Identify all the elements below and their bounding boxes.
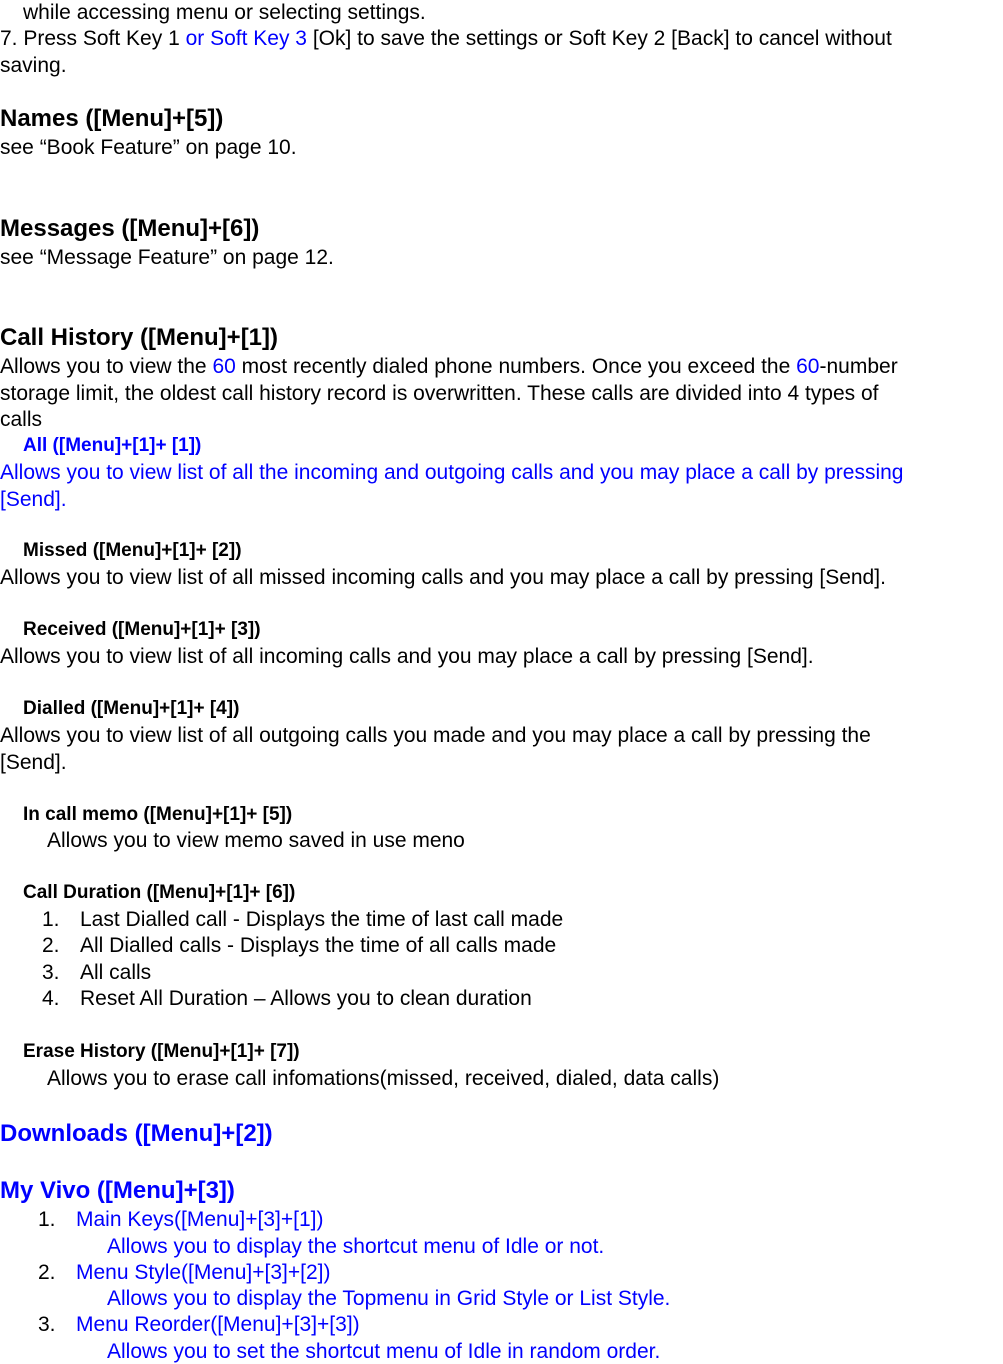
received-text: Allows you to view list of all incoming calls and you may place a call by pressing [Send]. [0, 645, 814, 668]
erase-heading: Erase History ([Menu]+[1]+ [7]) [23, 1041, 300, 1062]
duration-item [42, 909, 563, 930]
myvivo-item-title: Menu Style([Menu]+[3]+[2]) [76, 1261, 331, 1284]
duration-item-number: 1. [42, 908, 60, 931]
call-history-intro-line-1 [0, 356, 898, 377]
messages-heading: Messages ([Menu]+[6]) [0, 215, 260, 242]
duration-item [42, 935, 556, 956]
memo-text: Allows you to view memo saved in use meno [47, 829, 465, 852]
duration-item-number: 3. [42, 961, 60, 984]
dialled-text-2: [Send]. [0, 751, 67, 774]
call-history-heading: Call History ([Menu]+[1]) [0, 324, 279, 351]
duration-item-text: All calls [80, 961, 152, 984]
step-7-text-blue: or Soft Key 3 [185, 27, 307, 50]
names-heading: Names ([Menu]+[5]) [0, 105, 224, 132]
all-calls-heading: All ([Menu]+[1]+ [1]) [23, 435, 202, 456]
duration-item [42, 962, 151, 983]
messages-text: see “Message Feature” on page 12. [0, 246, 334, 269]
dialled-text-1: Allows you to view list of all outgoing calls you made and you may place a call by pressing the [0, 724, 871, 747]
received-heading: Received ([Menu]+[1]+ [3]) [23, 619, 261, 640]
memo-heading: In call memo ([Menu]+[1]+ [5]) [23, 804, 293, 825]
downloads-heading: Downloads ([Menu]+[2]) [0, 1120, 273, 1147]
dialled-heading: Dialled ([Menu]+[1]+ [4]) [23, 698, 240, 719]
myvivo-item [38, 1262, 330, 1283]
myvivo-item [38, 1314, 360, 1335]
missed-heading: Missed ([Menu]+[1]+ [2]) [23, 540, 242, 561]
myvivo-item-desc: Allows you to display the shortcut menu of Idle or not. [107, 1235, 605, 1258]
intro-number-1: 60 [212, 355, 236, 378]
duration-item-text: Reset All Duration – Allows you to clean duration [80, 987, 532, 1010]
intro-number-2: 60 [796, 355, 820, 378]
intro-text-a: Allows you to view the [0, 355, 213, 378]
myvivo-item-number: 2. [38, 1261, 56, 1284]
all-calls-text-2: [Send]. [0, 488, 67, 511]
duration-item-number: 2. [42, 934, 60, 957]
step-7-text-a: 7. Press Soft Key 1 [0, 27, 186, 50]
call-history-intro-line-2: storage limit, the oldest call history record is overwritten. These calls are divided into 4 types of [0, 382, 879, 405]
myvivo-item-number: 1. [38, 1208, 56, 1231]
duration-item-text: All Dialled calls - Displays the time of all calls made [80, 934, 557, 957]
missed-text: Allows you to view list of all missed incoming calls and you may place a call by pressing [Send]. [0, 566, 886, 589]
intro-text-c: -number [819, 355, 898, 378]
all-calls-text-1: Allows you to view list of all the incoming and outgoing calls and you may place a call by pressing [0, 461, 904, 484]
erase-text: Allows you to erase call infomations(missed, received, dialed, data calls) [47, 1067, 720, 1090]
myvivo-item-desc: Allows you to set the shortcut menu of Idle in random order. [107, 1340, 661, 1363]
duration-item [42, 988, 532, 1009]
step-7-line-2: saving. [0, 54, 67, 77]
duration-item-text: Last Dialled call - Displays the time of last call made [80, 908, 564, 931]
duration-heading: Call Duration ([Menu]+[1]+ [6]) [23, 882, 296, 903]
names-text: see “Book Feature” on page 10. [0, 136, 297, 159]
myvivo-item [38, 1209, 323, 1230]
step-7-line [0, 28, 892, 49]
myvivo-item-title: Menu Reorder([Menu]+[3]+[3]) [76, 1313, 360, 1336]
myvivo-item-desc: Allows you to display the Topmenu in Grid Style or List Style. [107, 1287, 671, 1310]
call-history-intro-line-3: calls [0, 408, 43, 431]
myvivo-item-number: 3. [38, 1313, 56, 1336]
duration-item-number: 4. [42, 987, 60, 1010]
myvivo-heading: My Vivo ([Menu]+[3]) [0, 1177, 235, 1204]
myvivo-item-title: Main Keys([Menu]+[3]+[1]) [76, 1208, 324, 1231]
step-7-text-c: [Ok] to save the settings or Soft Key 2 [Back] to cancel without [307, 27, 892, 50]
step-7-continuation: while accessing menu or selecting settings. [23, 1, 426, 24]
intro-text-b: most recently dialed phone numbers. Once you exceed the [235, 355, 797, 378]
